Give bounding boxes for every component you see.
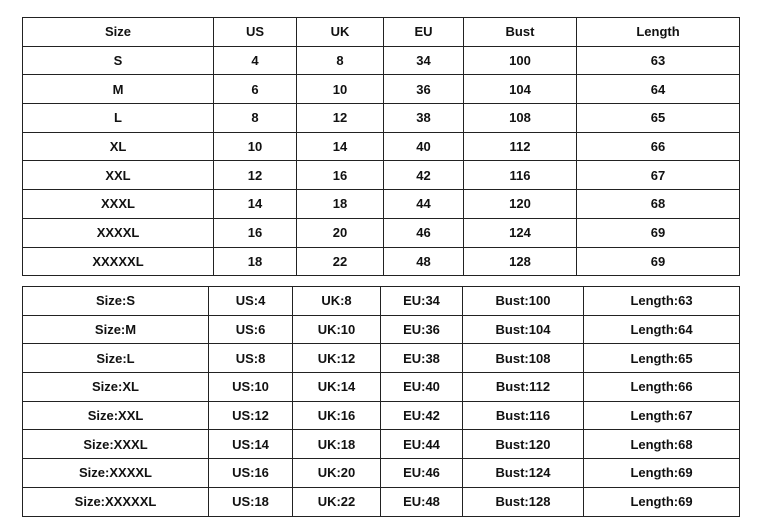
cell-length: 63 <box>577 46 740 75</box>
cell-size: M <box>23 75 214 104</box>
table-row <box>23 430 740 459</box>
cell-bust: Bust:120 <box>463 430 584 459</box>
cell-size: XL <box>23 132 214 161</box>
cell-eu: EU:38 <box>381 344 463 373</box>
cell-eu: 36 <box>384 75 464 104</box>
cell-uk: UK:14 <box>293 373 381 402</box>
cell-uk: 20 <box>297 218 384 247</box>
cell-length: 67 <box>577 161 740 190</box>
cell-length: Length:66 <box>584 373 740 402</box>
cell-size: Size:XXXXXL <box>23 487 209 516</box>
cell-bust: 128 <box>464 247 577 276</box>
cell-length: 69 <box>577 247 740 276</box>
header-size: Size <box>23 18 214 47</box>
cell-eu: 38 <box>384 104 464 133</box>
cell-bust: 112 <box>464 132 577 161</box>
cell-length: Length:65 <box>584 344 740 373</box>
cell-us: US:14 <box>209 430 293 459</box>
cell-length: 65 <box>577 104 740 133</box>
cell-size: XXL <box>23 161 214 190</box>
cell-uk: 16 <box>297 161 384 190</box>
cell-uk: UK:22 <box>293 487 381 516</box>
cell-eu: 48 <box>384 247 464 276</box>
cell-size: XXXL <box>23 190 214 219</box>
cell-bust: 104 <box>464 75 577 104</box>
table-row <box>23 247 740 276</box>
cell-eu: 46 <box>384 218 464 247</box>
cell-us: US:12 <box>209 401 293 430</box>
table-row <box>23 344 740 373</box>
cell-us: US:8 <box>209 344 293 373</box>
cell-us: 18 <box>214 247 297 276</box>
header-bust: Bust <box>464 18 577 47</box>
cell-length: Length:68 <box>584 430 740 459</box>
cell-size: Size:M <box>23 315 209 344</box>
cell-length: Length:69 <box>584 487 740 516</box>
table-row <box>23 373 740 402</box>
cell-bust: 100 <box>464 46 577 75</box>
cell-bust: Bust:104 <box>463 315 584 344</box>
cell-eu: EU:40 <box>381 373 463 402</box>
cell-uk: UK:12 <box>293 344 381 373</box>
cell-bust: Bust:112 <box>463 373 584 402</box>
cell-size: Size:S <box>23 287 209 316</box>
table-row <box>23 401 740 430</box>
cell-size: XXXXXL <box>23 247 214 276</box>
cell-us: 8 <box>214 104 297 133</box>
cell-eu: EU:48 <box>381 487 463 516</box>
cell-eu: 42 <box>384 161 464 190</box>
cell-eu: 44 <box>384 190 464 219</box>
table-row <box>23 287 740 316</box>
cell-uk: UK:20 <box>293 459 381 488</box>
cell-uk: 14 <box>297 132 384 161</box>
cell-size: Size:XL <box>23 373 209 402</box>
cell-bust: 108 <box>464 104 577 133</box>
cell-uk: 10 <box>297 75 384 104</box>
cell-us: 4 <box>214 46 297 75</box>
cell-bust: 124 <box>464 218 577 247</box>
cell-bust: Bust:124 <box>463 459 584 488</box>
table-row <box>23 459 740 488</box>
header-eu: EU <box>384 18 464 47</box>
header-length: Length <box>577 18 740 47</box>
cell-uk: UK:10 <box>293 315 381 344</box>
cell-us: US:4 <box>209 287 293 316</box>
cell-eu: EU:42 <box>381 401 463 430</box>
cell-bust: 120 <box>464 190 577 219</box>
cell-uk: 18 <box>297 190 384 219</box>
cell-us: 6 <box>214 75 297 104</box>
cell-size: Size:L <box>23 344 209 373</box>
cell-eu: EU:34 <box>381 287 463 316</box>
cell-uk: 8 <box>297 46 384 75</box>
cell-bust: Bust:108 <box>463 344 584 373</box>
cell-length: 66 <box>577 132 740 161</box>
cell-eu: EU:46 <box>381 459 463 488</box>
cell-us: US:18 <box>209 487 293 516</box>
table-row <box>23 190 740 219</box>
cell-size: XXXXL <box>23 218 214 247</box>
cell-uk: UK:16 <box>293 401 381 430</box>
cell-eu: 40 <box>384 132 464 161</box>
cell-us: 12 <box>214 161 297 190</box>
cell-uk: 22 <box>297 247 384 276</box>
cell-size: Size:XXXL <box>23 430 209 459</box>
table-row <box>23 218 740 247</box>
table-row <box>23 161 740 190</box>
cell-uk: 12 <box>297 104 384 133</box>
cell-size: Size:XXXXL <box>23 459 209 488</box>
size-chart-table-inline-style <box>22 286 740 517</box>
header-us: US <box>214 18 297 47</box>
cell-us: US:6 <box>209 315 293 344</box>
cell-length: 68 <box>577 190 740 219</box>
cell-size: S <box>23 46 214 75</box>
cell-us: 16 <box>214 218 297 247</box>
cell-length: 69 <box>577 218 740 247</box>
cell-size: L <box>23 104 214 133</box>
cell-us: 10 <box>214 132 297 161</box>
header-uk: UK <box>297 18 384 47</box>
cell-length: 64 <box>577 75 740 104</box>
table-row <box>23 104 740 133</box>
cell-us: US:10 <box>209 373 293 402</box>
cell-us: US:16 <box>209 459 293 488</box>
cell-bust: 116 <box>464 161 577 190</box>
table-row <box>23 46 740 75</box>
table-row <box>23 315 740 344</box>
cell-eu: EU:36 <box>381 315 463 344</box>
size-chart-table-header-style <box>22 17 740 276</box>
header-row <box>23 18 740 47</box>
cell-bust: Bust:100 <box>463 287 584 316</box>
cell-uk: UK:8 <box>293 287 381 316</box>
cell-length: Length:64 <box>584 315 740 344</box>
cell-eu: 34 <box>384 46 464 75</box>
cell-length: Length:67 <box>584 401 740 430</box>
cell-uk: UK:18 <box>293 430 381 459</box>
table-row <box>23 487 740 516</box>
cell-size: Size:XXL <box>23 401 209 430</box>
table-row <box>23 132 740 161</box>
cell-bust: Bust:116 <box>463 401 584 430</box>
cell-length: Length:63 <box>584 287 740 316</box>
cell-us: 14 <box>214 190 297 219</box>
cell-length: Length:69 <box>584 459 740 488</box>
cell-bust: Bust:128 <box>463 487 584 516</box>
cell-eu: EU:44 <box>381 430 463 459</box>
table-row <box>23 75 740 104</box>
